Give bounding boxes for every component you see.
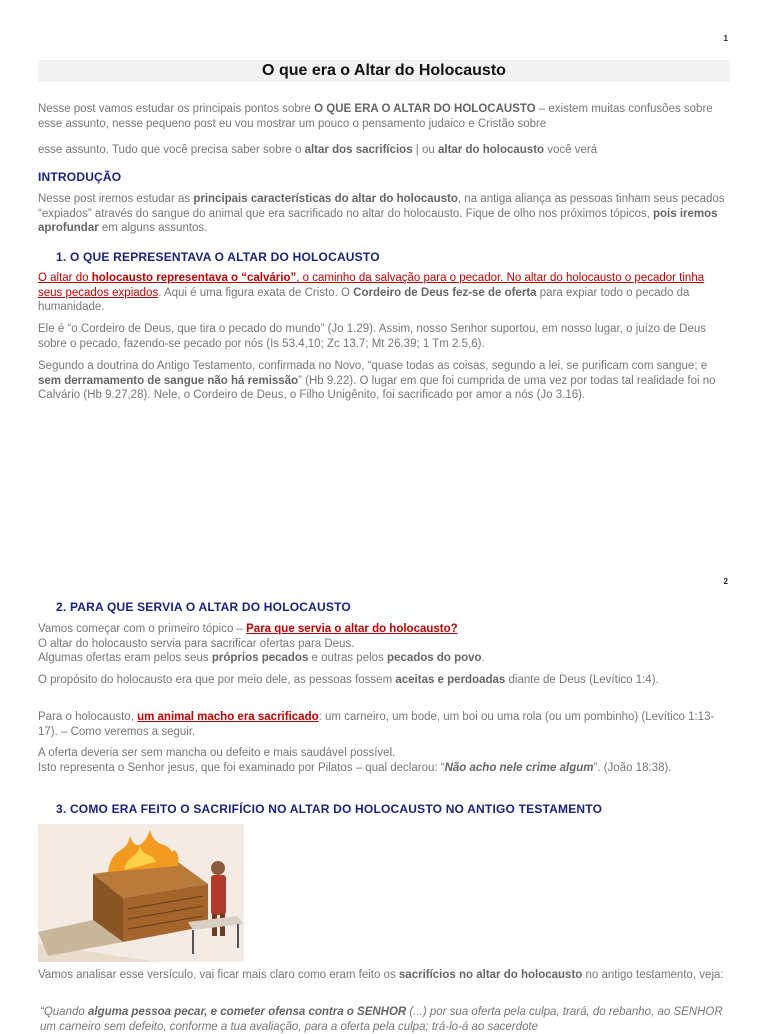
- intro-heading: INTRODUÇÃO: [38, 170, 122, 184]
- altar-illustration: [38, 824, 244, 962]
- document-title: O que era o Altar do Holocausto: [38, 60, 730, 82]
- section-2-paragraph-4: A oferta deveria ser sem mancha ou defeito e mais saudável possível. Isto representa o Senhor jesus, que foi examinado por Pilatos – qual declarou: “Não acho nele crime algum”. (João 18:38).: [38, 747, 672, 774]
- section-2-paragraph-3: Para o holocausto, um animal macho era sacrificado: um carneiro, um bode, um boi ou uma rola (ou um pombinho) (Levítico 1:13-17). – Como veremos a seguir.: [38, 711, 715, 738]
- intro-paragraph-1: Nesse post vamos estudar os principais pontos sobre O QUE ERA O ALTAR DO HOLOCAUSTO – existem muitas confusões sobre esse assunto, nesse pequeno post eu vou mostrar um pouco o pensamento judaico e Cristão sobre: [38, 103, 713, 130]
- altar-illustration-drawing: [38, 824, 244, 962]
- section-2-paragraph-1: Vamos começar com o primeiro tópico – Para que servia o altar do holocausto? O altar do holocausto servia para sacrificar ofertas para Deus. Algumas ofertas eram pelos seus próprios pecados e outras pelos pecados do povo.: [38, 623, 485, 664]
- intro-paragraph-2: esse assunto. Tudo que você precisa saber sobre o altar dos sacrifícios | ou altar do holocausto você verá: [38, 144, 598, 156]
- section-2-paragraph-2: O propósito do holocausto era que por meio dele, as pessoas fossem aceitas e perdoadas diante de Deus (Levítico 1:4).: [38, 674, 659, 686]
- section-3-quote: “Quando alguma pessoa pecar, e cometer ofensa contra o SENHOR (...) por sua oferta pela culpa, trará, do rebanho, ao SENHOR um carneiro sem defeito, conforme a tua avaliação, para a oferta pela culpa; trá-lo-á ao sacerdote: [40, 1006, 723, 1033]
- intro-paragraph-3: Nesse post iremos estudar as principais características do altar do holocausto, na antiga aliança as pessoas tinham seus pecados “expiados” através do sangue do animal que era sacrificado no altar do holocausto. Fique de olho nos próximos tópicos, pois iremos aprofundar em alguns assuntos.: [38, 193, 725, 234]
- section-1-paragraph-2: Ele é “o Cordeiro de Deus, que tira o pecado do mundo” (Jo 1.29). Assim, nosso Senhor suportou, em nosso lugar, o juízo de Deus sobre o pecado, fazendo-se pecado por nós (Is 53.4,10; Zc 13.7; Mt 26.39; 1 Tm 2.5,6).: [38, 323, 707, 350]
- section-2-heading: 2. PARA QUE SERVIA O ALTAR DO HOLOCAUSTO: [56, 600, 351, 614]
- page-number: 2: [723, 577, 728, 586]
- page-number: 1: [723, 34, 728, 43]
- section-3-heading: 3. COMO ERA FEITO O SACRIFÍCIO NO ALTAR DO HOLOCAUSTO NO ANTIGO TESTAMENTO: [56, 802, 603, 816]
- section-1-paragraph-1: O altar do holocausto representava o “calvário”, o caminho da salvação para o pecador. No altar do holocausto o pecador tinha seus pecados expiados. Aqui é uma figura exata de Cristo. O Cordeiro de Deus fez-se de oferta para expiar todo o pecado da humanidade.: [38, 272, 705, 313]
- section-3-paragraph-1: Vamos analisar esse versículo, vai ficar mais claro como eram feito os sacrifícios no altar do holocausto no antigo testamento, veja:: [38, 969, 724, 981]
- section-1-paragraph-3: Segundo a doutrina do Antigo Testamento, confirmada no Novo, “quase todas as coisas, segundo a lei, se purificam com sangue; e sem derramamento de sangue não há remissão” (Hb 9.22). O lugar em que foi cumprida de uma vez por todas tal realidade foi no Calvário (Hb 9.27,28). Nele, o Cordeiro de Deus, o Filho Unigênito, foi sacrificado por amor a nós (Jo 3.16).: [38, 360, 716, 401]
- section-1-heading: 1. O QUE REPRESENTAVA O ALTAR DO HOLOCAUSTO: [56, 250, 380, 264]
